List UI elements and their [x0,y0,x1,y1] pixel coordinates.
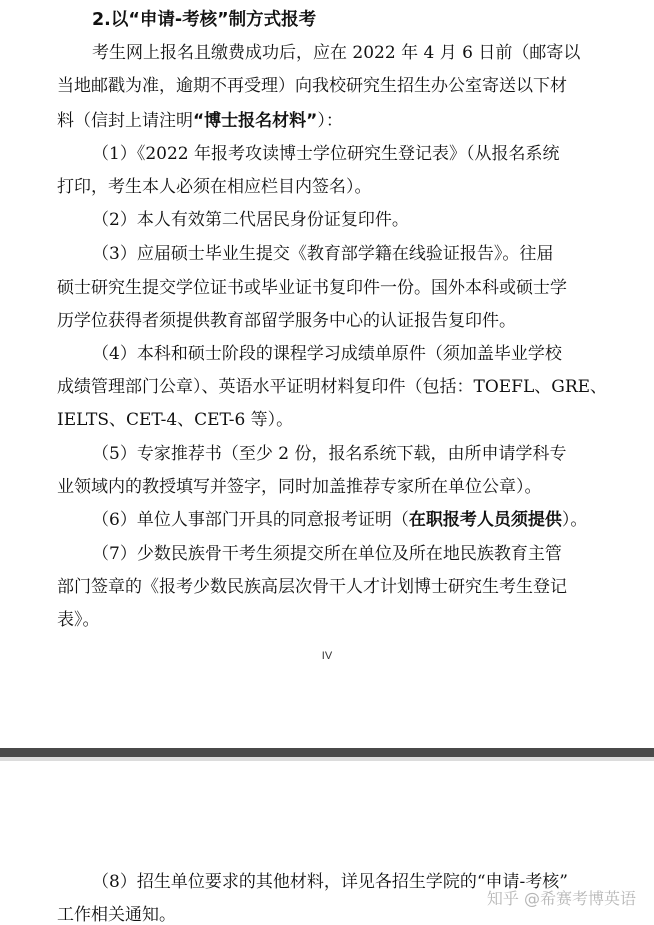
item-6-line-1 [0,510,654,530]
item-2-line-1: （2）本人有效第二代居民身份证复印件。 [92,210,409,230]
item-7-line-3: 表》。 [57,610,100,630]
page-number: IV [321,650,333,662]
item-6-bold-note: 在职报考人员须提供 [408,510,562,530]
intro-line-1: 考生网上报名且缴费成功后，应在 2022 年 4 月 6 日前（邮寄以 [92,43,581,63]
watermark: 知乎 @希赛考博英语 [486,889,636,908]
intro-line-2: 当地邮戳为准，逾期不再受理）向我校研究生招生办公室寄送以下材 [57,76,567,96]
item-4-line-2: 成绩管理部门公章）、英语水平证明材料复印件（包括：TOEFL、GRE、 [57,377,608,397]
item-6-end: ）。 [561,510,588,530]
intro-line-3-text: 料（信封上请注明 [57,111,193,131]
intro-line-3 [0,111,654,131]
item-7-line-2: 部门签章的《报考少数民族高层次骨干人才计划博士研究生考生登记 [57,577,567,597]
item-8-line-2: 工作相关通知。 [57,905,176,925]
intro-line-3-end: ）： [317,111,343,131]
item-3-line-2: 硕士研究生提交学位证书或毕业证书复印件一份。国外本科或硕士学 [57,278,567,298]
item-3-line-1: （3）应届硕士毕业生提交《教育部学籍在线验证报告》。往届 [92,244,554,264]
item-3-line-3: 历学位获得者须提供教育部留学服务中心的认证报告复印件。 [57,311,516,331]
page-break-bar [0,748,654,757]
item-4-line-3: IELTS、CET-4、CET-6 等）。 [57,410,294,430]
item-8-line-1: （8）招生单位要求的其他材料，详见各招生学院的“申请-考核” [92,872,568,892]
item-1-line-1: （1）《2022 年报考攻读博士学位研究生登记表》（从报名系统 [92,144,560,164]
envelope-label-bold: “博士报名材料” [193,111,318,131]
item-6-text: （6）单位人事部门开具的同意报考证明（ [92,510,409,530]
section-heading: 2.以“申请-考核”制方式报考 [92,10,317,30]
item-7-line-1: （7）少数民族骨干考生须提交所在单位及所在地民族教育主管 [92,544,562,564]
item-5-line-1: （5）专家推荐书（至少 2 份，报名系统下载，由所申请学科专 [92,444,567,464]
item-5-line-2: 业领域内的教授填写并签字，同时加盖推荐专家所在单位公章）。 [57,477,542,497]
item-1-line-2: 打印，考生本人必须在相应栏目内签名）。 [57,177,372,197]
item-4-line-1: （4）本科和硕士阶段的课程学习成绩单原件（须加盖毕业学校 [92,344,562,364]
